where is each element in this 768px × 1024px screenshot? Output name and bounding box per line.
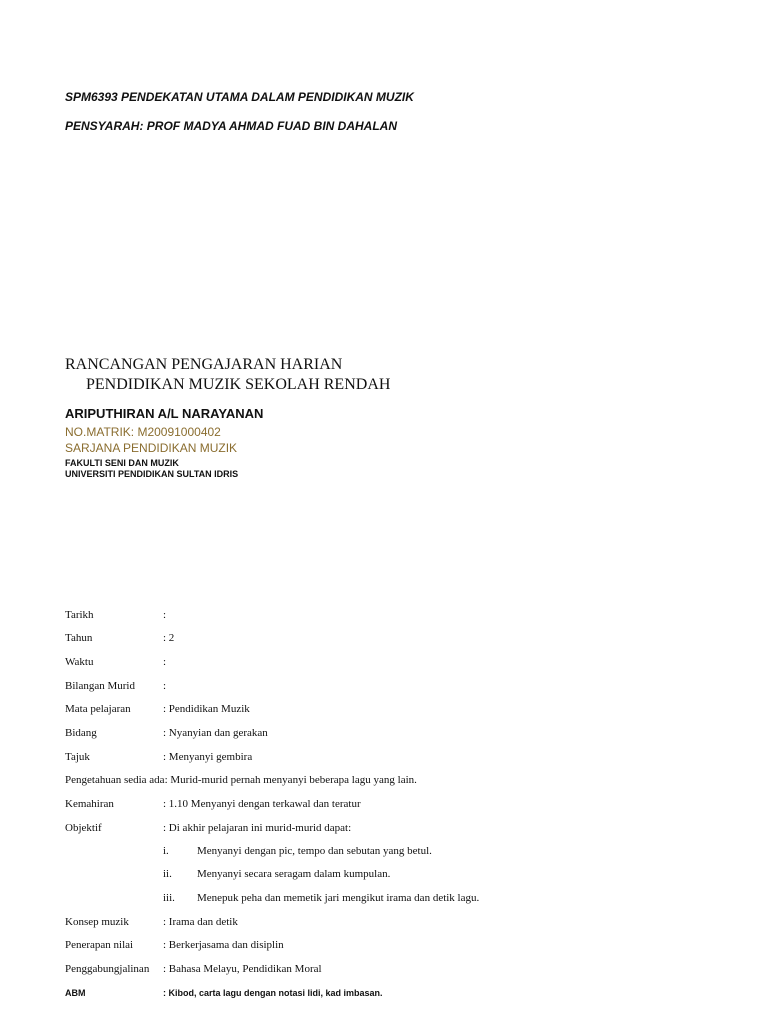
detail-row-waktu [65, 656, 715, 672]
objective-item [65, 868, 715, 884]
detail-value: : Menyanyi gembira [163, 751, 253, 763]
objective-item [65, 892, 715, 908]
detail-label: Objektif [65, 822, 102, 834]
faculty-name: FAKULTI SENI DAN MUZIK [65, 458, 179, 468]
detail-row-penggabungjalinan [65, 963, 715, 979]
detail-label: ABM [65, 988, 86, 998]
detail-label: Tajuk [65, 751, 90, 763]
objective-number: iii. [163, 892, 175, 904]
detail-value: : [163, 656, 167, 668]
doc-title-line2: PENDIDIKAN MUZIK SEKOLAH RENDAH [86, 376, 391, 393]
detail-value: : Irama dan detik [163, 916, 238, 928]
objective-text: Menyanyi dengan pic, tempo dan sebutan yang betul. [197, 845, 432, 857]
detail-label: Penerapan nilai [65, 939, 134, 951]
objective-text: Menyanyi secara seragam dalam kumpulan. [197, 868, 391, 880]
detail-row-mata-pelajaran [65, 703, 715, 719]
doc-title-line1: RANCANGAN PENGAJARAN HARIAN [65, 356, 343, 373]
detail-row-abm [65, 988, 715, 1004]
detail-row-objektif [65, 822, 715, 838]
objective-item [65, 845, 715, 861]
detail-row-bidang [65, 727, 715, 743]
objective-number: ii. [163, 868, 172, 880]
detail-label: Waktu [65, 656, 94, 668]
detail-value: : [163, 680, 167, 692]
course-title: SPM6393 PENDEKATAN UTAMA DALAM PENDIDIKAN MUZIK [65, 90, 414, 104]
detail-value: : Bahasa Melayu, Pendidikan Moral [163, 963, 322, 975]
detail-row-tarikh [65, 609, 715, 625]
objective-number: i. [163, 845, 169, 857]
prior-knowledge-text: Pengetahuan sedia ada: Murid-murid pernah menyanyi beberapa lagu yang lain. [65, 774, 417, 786]
detail-value: : Pendidikan Muzik [163, 703, 250, 715]
detail-label: Konsep muzik [65, 916, 129, 928]
detail-row-tahun [65, 632, 715, 648]
detail-label: Mata pelajaran [65, 703, 131, 715]
objective-text: Menepuk peha dan memetik jari mengikut irama dan detik lagu. [197, 892, 480, 904]
detail-value: : [163, 609, 167, 621]
detail-value: : Kibod, carta lagu dengan notasi lidi, kad imbasan. [163, 988, 383, 998]
detail-label: Kemahiran [65, 798, 114, 810]
detail-label: Bidang [65, 727, 97, 739]
detail-row-tajuk [65, 751, 715, 767]
detail-label: Penggabungjalinan [65, 963, 150, 975]
detail-row-kemahiran [65, 798, 715, 814]
detail-label: Tarikh [65, 609, 94, 621]
detail-row-penerapan-nilai [65, 939, 715, 955]
detail-value: : Berkerjasama dan disiplin [163, 939, 284, 951]
detail-row-konsep-muzik [65, 916, 715, 932]
author-name: ARIPUTHIRAN A/L NARAYANAN [65, 406, 264, 421]
detail-label: Bilangan Murid [65, 680, 135, 692]
lecturer-line: PENSYARAH: PROF MADYA AHMAD FUAD BIN DAHALAN [65, 119, 397, 133]
detail-value: : 2 [163, 632, 175, 644]
prior-knowledge-row [65, 774, 715, 790]
programme-name: SARJANA PENDIDIKAN MUZIK [65, 441, 238, 455]
detail-value: : Nyanyian dan gerakan [163, 727, 268, 739]
detail-label: Tahun [65, 632, 93, 644]
university-name: UNIVERSITI PENDIDIKAN SULTAN IDRIS [65, 469, 239, 479]
matric-number: NO.MATRIK: M20091000402 [65, 425, 221, 439]
detail-value: : 1.10 Menyanyi dengan terkawal dan teratur [163, 798, 361, 810]
detail-row-bilangan-murid [65, 680, 715, 696]
detail-value: : Di akhir pelajaran ini murid-murid dapat: [163, 822, 352, 834]
